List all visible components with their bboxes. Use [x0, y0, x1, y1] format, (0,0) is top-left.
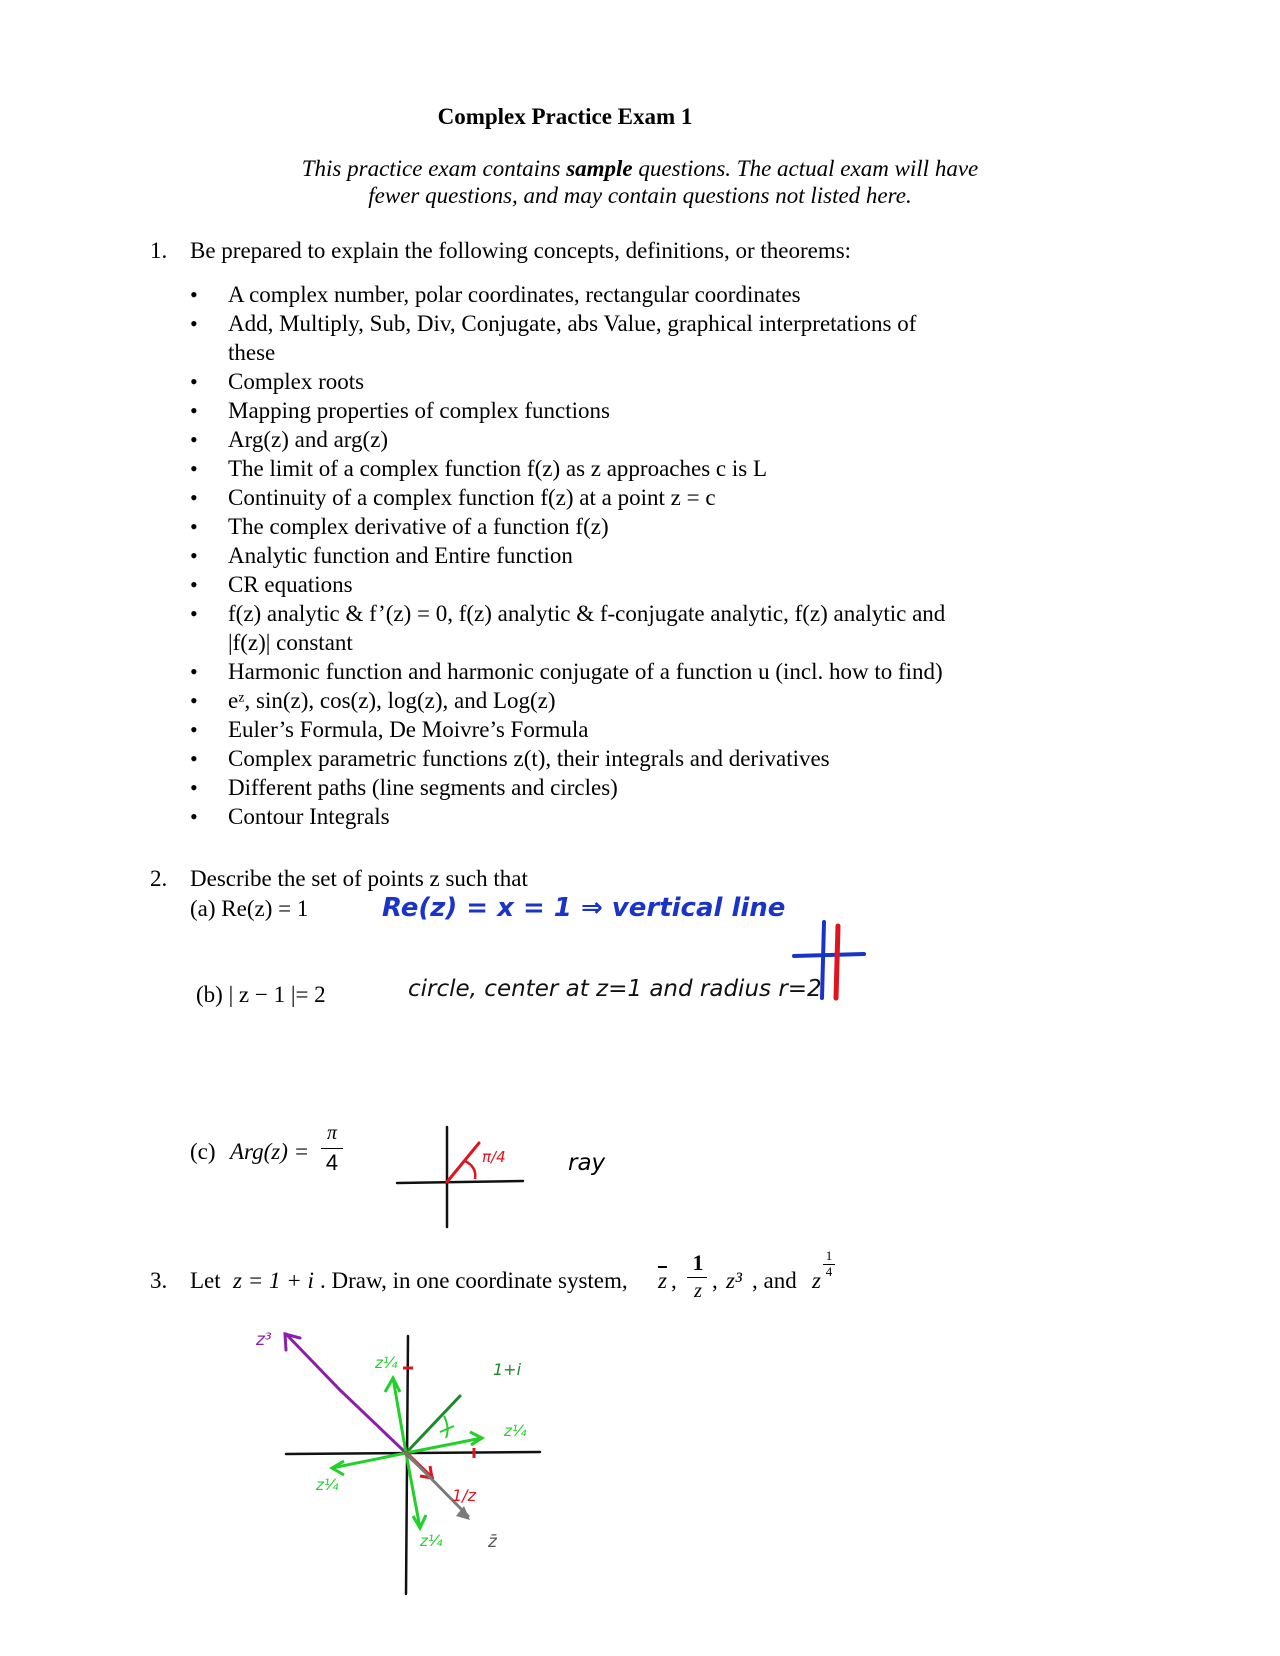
q3-comma-1: ,	[671, 1268, 677, 1293]
label-root-right: z¼	[504, 1422, 527, 1440]
q2a-handwritten-answer: Re(z) = x = 1 ⇒ vertical line	[382, 893, 786, 923]
label-root-left: z¼	[316, 1476, 339, 1494]
q3-inv-numerator: 1	[692, 1250, 704, 1275]
list-item: • Arg(z) and arg(z)	[190, 425, 990, 454]
page-title: Complex Practice Exam 1	[437, 104, 693, 129]
q2c-fraction-denominator: 4	[325, 1150, 339, 1175]
label-conjugate: z̄	[488, 1532, 497, 1552]
q2c-fraction-bar	[321, 1148, 343, 1149]
q3-inv-denominator: z	[694, 1280, 702, 1302]
angle-arc	[444, 1416, 448, 1438]
list-item: • The complex derivative of a function f(z)	[190, 512, 990, 541]
q3-z-definition: z = 1 + i	[233, 1268, 314, 1293]
q3-z-cubed: z³	[726, 1268, 742, 1293]
q3-text-b: . Draw, in one coordinate system,	[320, 1268, 628, 1293]
conjugate-arrowhead	[456, 1506, 470, 1520]
q2c-angle-label: π/4	[482, 1148, 506, 1166]
label-one-plus-i: 1+i	[493, 1360, 522, 1379]
q1-number: 1.	[150, 238, 168, 263]
root-up-arrowhead	[385, 1378, 400, 1392]
q3-z-quarter-base: z	[812, 1268, 821, 1293]
list-item: • Continuity of a complex function f(z) at a point z = c	[190, 483, 990, 512]
q3-text-a: Let	[190, 1268, 221, 1293]
q3-number: 3.	[150, 1268, 168, 1293]
q2c-handwritten-answer: ray	[568, 1150, 606, 1176]
label-root-down: z¼	[420, 1532, 443, 1550]
list-item: • Add, Multiply, Sub, Div, Conjugate, abs Value, graphical interpretations of these	[190, 309, 968, 367]
note-line-1a: This practice exam contains	[301, 156, 567, 181]
label-inverse: 1/z	[452, 1486, 476, 1505]
q2c-fraction-numerator: π	[326, 1122, 338, 1144]
list-item: • CR equations	[190, 570, 990, 599]
list-item: • eᶻ, sin(z), cos(z), log(z), and Log(z)	[190, 686, 990, 715]
q2-number: 2.	[150, 866, 168, 891]
label-z-cubed: z³	[256, 1330, 272, 1350]
list-item: • Euler’s Formula, De Moivre’s Formula	[190, 715, 990, 744]
q3-comma-2: ,	[712, 1268, 718, 1293]
q3-and: , and	[752, 1268, 797, 1293]
note-line-1	[0, 156, 1280, 182]
q3-exponent-numerator: 1	[825, 1248, 833, 1263]
list-item: • Contour Integrals	[190, 802, 990, 831]
q2b-handwritten-answer: circle, center at z=1 and radius r=2	[408, 976, 822, 1002]
note-line-2: fewer questions, and may contain questions not listed here.	[368, 183, 912, 208]
note-bold-word: sample	[566, 156, 633, 181]
list-item: • The limit of a complex function f(z) as z approaches c is L	[190, 454, 990, 483]
list-item: • Mapping properties of complex functions	[190, 396, 990, 425]
list-item: • Complex roots	[190, 367, 990, 396]
q3-inv-fraction-bar	[687, 1277, 707, 1278]
list-item: • A complex number, polar coordinates, rectangular coordinates	[190, 280, 990, 309]
list-item: • Different paths (line segments and circles)	[190, 773, 990, 802]
note-line-1b: questions. The actual exam will have	[632, 156, 979, 181]
q3-exponent-denominator: 4	[825, 1264, 833, 1279]
q1-text: Be prepared to explain the following concepts, definitions, or theorems:	[190, 238, 852, 263]
ray-sketch	[395, 1125, 535, 1229]
q1-concept-list	[190, 280, 990, 831]
list-item: • Harmonic function and harmonic conjugate of a function u (incl. how to find)	[190, 657, 968, 686]
q2b-label: (b) | z − 1 |= 2	[196, 982, 326, 1007]
q2c-label: (c)	[190, 1139, 216, 1164]
list-item: • Analytic function and Entire function	[190, 541, 990, 570]
list-item: • f(z) analytic & f’(z) = 0, f(z) analytic & f-conjugate analytic, f(z) analytic and |f(z)| constant	[190, 599, 968, 657]
q3-zbar: $\overline{z}$	[658, 1268, 667, 1293]
q2c-expression: Arg(z) =	[230, 1139, 310, 1164]
list-item: • Complex parametric functions z(t), their integrals and derivatives	[190, 744, 990, 773]
q2-text: Describe the set of points z such that	[190, 866, 528, 891]
label-root-up: z¼	[375, 1354, 398, 1372]
q2a-label: (a) Re(z) = 1	[190, 896, 309, 921]
z-cubed-vector	[286, 1334, 406, 1453]
